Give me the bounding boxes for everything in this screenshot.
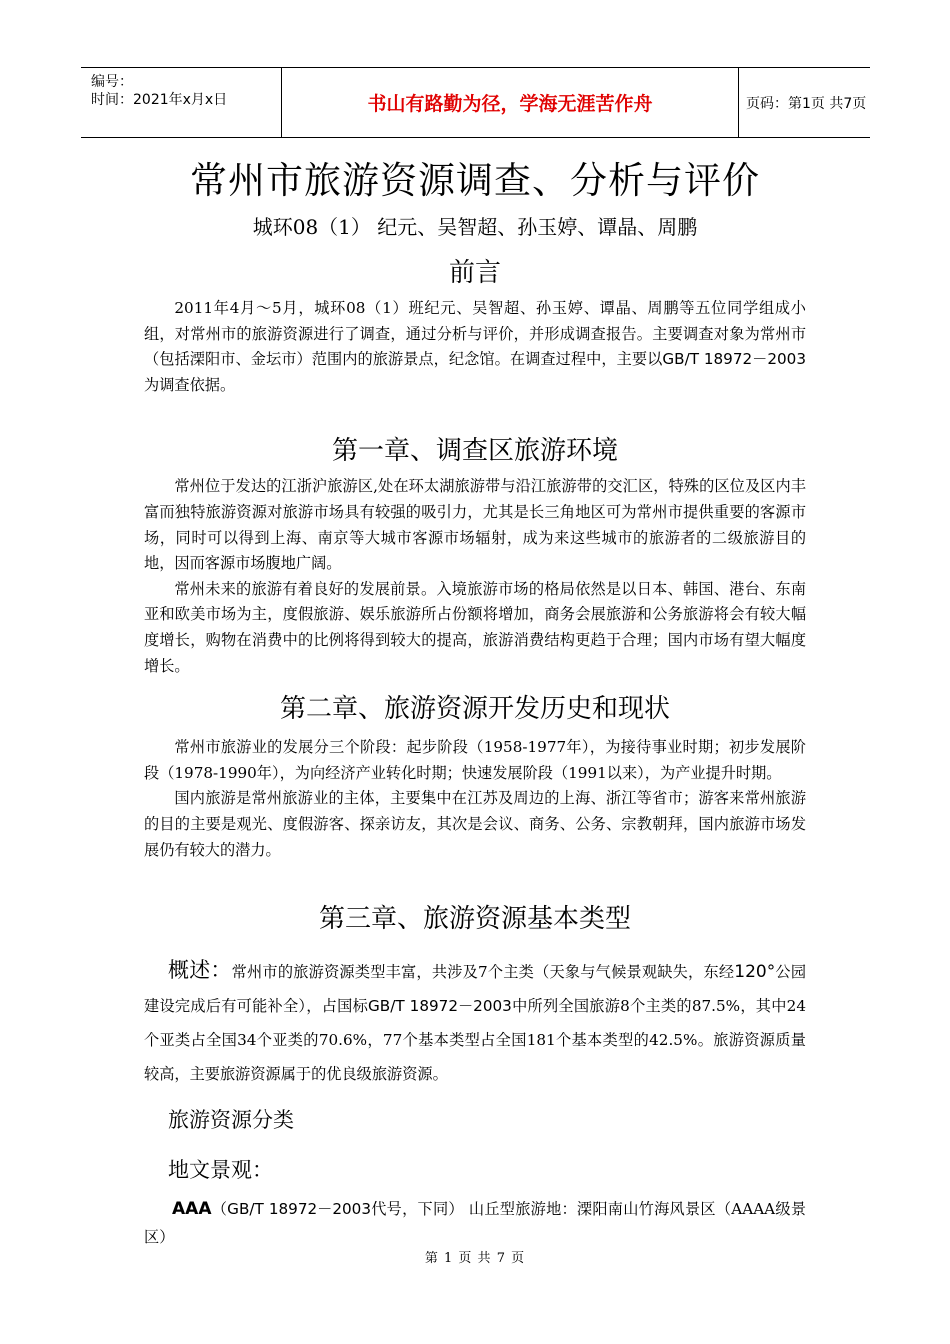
header-page-cell xyxy=(738,68,870,137)
longitude-value: 120° xyxy=(734,962,776,983)
code-label: 编号： xyxy=(91,74,133,90)
overview-paragraph xyxy=(144,953,806,1091)
page-footer: 第 1 页 共 7 页 xyxy=(424,1251,526,1266)
page-number-label: 页码：第1页 共7页 xyxy=(746,95,867,112)
standard-code: GB/T 18972－2003 xyxy=(227,1200,371,1219)
chapter1-heading: 第一章、调查区旅游环境 xyxy=(331,436,618,467)
overview-text-c: 中所列全国旅游8个主类的87.5%，其中24个亚类占全国34个亚类的70.6%，77个基本类型占全国181个基本类型的42.5%。旅游资源质量较高，主要旅游资源属于的优良级旅游资源。 xyxy=(144,997,807,1084)
overview-text-b: 公园建设完成后有可能补全），占国标 xyxy=(144,963,807,1016)
motto: 书山有路勤为径，学海无涯苦作舟 xyxy=(367,93,653,115)
header-motto-cell xyxy=(281,68,739,137)
page-header xyxy=(81,67,870,138)
chapter3-heading: 第三章、旅游资源基本类型 xyxy=(318,904,631,935)
preface-paragraph xyxy=(144,296,806,398)
preface-text: 2011年4月～5月，城环08（1）班纪元、吴智超、孙玉婷、谭晶、周鹏等五位同学组成小组，对常州市的旅游资源进行了调查，通过分析与评价，并形成调查报告。主要调查对象为常州市（包括溧阳市、金坛市）范围内的旅游景点，纪念馆。在调查过程中，主要以 xyxy=(144,299,806,369)
document-body xyxy=(144,150,806,1251)
standard-code: GB/T 18972－2003 xyxy=(368,997,512,1016)
classification-heading: 旅游资源分类 xyxy=(168,1108,294,1133)
chapter2-heading: 第二章、旅游资源开发历史和现状 xyxy=(279,694,670,725)
overview-text-a: 常州市的旅游资源类型丰富，共涉及7个主类（天象与气候景观缺失，东经 xyxy=(231,963,735,982)
authors-line: 城环08（1） 纪元、吴智超、孙玉婷、谭晶、周鹏 xyxy=(252,215,698,239)
date-label: 时间：2021年x月x日 xyxy=(91,92,228,108)
aaa-paragraph xyxy=(144,1195,806,1251)
preface-text-end: 为调查依据。 xyxy=(144,375,236,394)
overview-label: 概述： xyxy=(168,958,232,983)
aaa-rating: AAA xyxy=(172,1199,212,1220)
standard-code: GB/T 18972－2003 xyxy=(662,350,807,369)
aaa-paren: （ xyxy=(211,1200,228,1219)
aaa-text: 代号，下同） 山丘型旅游地：溧阳南山竹海风景区（AAAA级景区） xyxy=(144,1200,807,1247)
chapter1-paragraph-1: 常州位于发达的江浙沪旅游区,处在环太湖旅游带与沿江旅游带的交汇区，特殊的区位及区内丰富而独特旅游资源对旅游市场具有较强的吸引力，尤其是长三角地区可为常州市提供重要的客源市场，同时可以得到上海、南京等大城市客源市场辐射，成为来这些城市的旅游者的二级旅游目的地，因而客源市场腹地广阔。 xyxy=(144,477,806,573)
chapter2-paragraph-1: 常州市旅游业的发展分三个阶段：起步阶段（1958-1977年），为接待事业时期；初步发展阶段（1978-1990年），为向经济产业转化时期；快速发展阶段（1991以来），为产业提升时期。 xyxy=(144,738,806,782)
landscape-heading: 地文景观： xyxy=(168,1158,273,1183)
document-title: 常州市旅游资源调查、分析与评价 xyxy=(190,159,760,202)
preface-heading: 前言 xyxy=(448,258,501,288)
header-left-cell xyxy=(81,68,281,137)
chapter1-paragraph-2: 常州未来的旅游有着良好的发展前景。入境旅游市场的格局依然是以日本、韩国、港台、东南亚和欧美市场为主，度假旅游、娱乐旅游所占份额将增加，商务会展旅游和公务旅游将会有较大幅度增长，购物在消费中的比例将得到较大的提高，旅游消费结构更趋于合理；国内市场有望大幅度增长。 xyxy=(144,579,806,675)
chapter2-paragraph-2: 国内旅游是常州旅游业的主体，主要集中在江苏及周边的上海、浙江等省市；游客来常州旅游的目的主要是观光、度假游客、探亲访友，其次是会议、商务、公务、宗教朝拜，国内旅游市场发展仍有较大的潜力。 xyxy=(144,789,806,859)
